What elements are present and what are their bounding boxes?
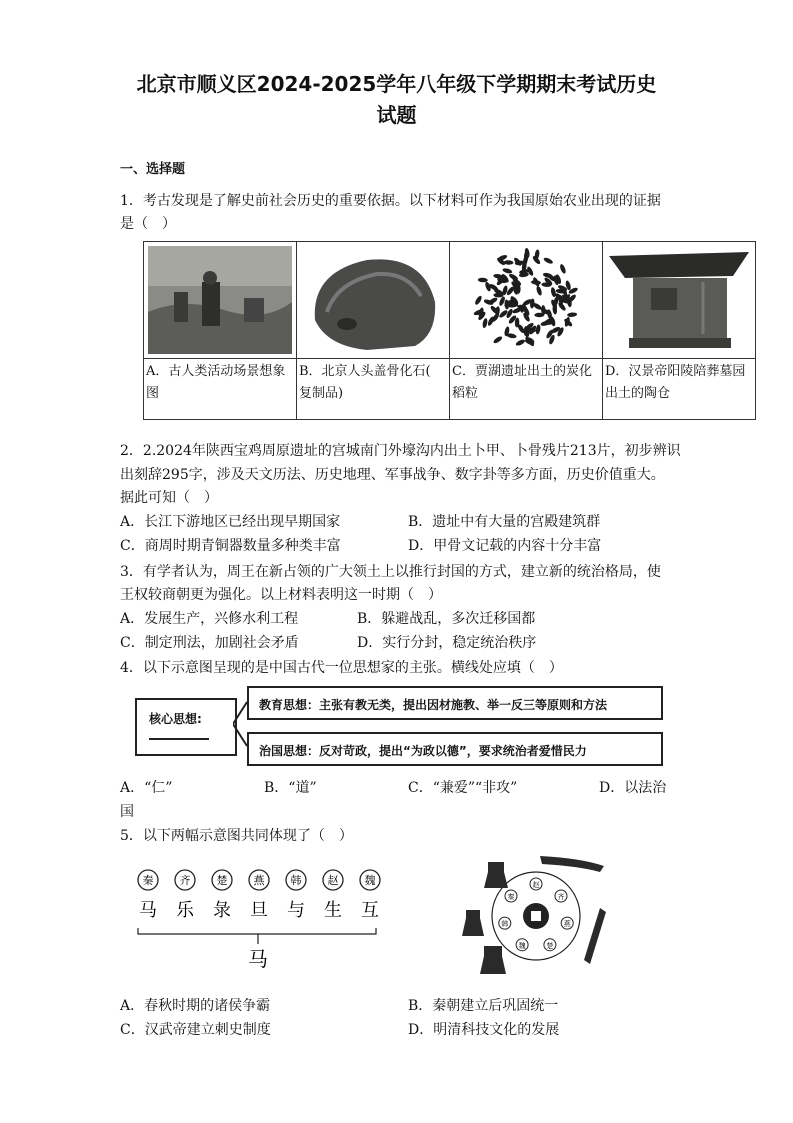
rice-grain: [502, 267, 513, 274]
script-glyph: 乐: [176, 900, 194, 921]
q5-option-b[interactable]: B．秦朝建立后巩固统一: [408, 998, 559, 1014]
q4-stem: 4．以下示意图呈现的是中国古代一位思想家的主张。横线处应填（ ）: [120, 660, 563, 676]
page-title: 北京市顺义区2024-2025学年八年级下学期期末考试历史: [136, 72, 657, 96]
rice-grain: [543, 257, 554, 265]
caption-b: B．北京人头盖骨化石(: [299, 364, 431, 379]
rice-grain: [482, 318, 488, 329]
q2-stem-cont: 出刻辞295字，涉及天文历法、历史地理、军事战争、数字卦等多方面，历史价值重大。: [120, 467, 665, 483]
rice-grain: [492, 335, 503, 344]
q2-option-d[interactable]: D．甲骨文记载的内容十分丰富: [408, 538, 602, 554]
q5-option-a[interactable]: A．春秋时期的诸侯争霸: [120, 998, 271, 1014]
script-glyph: 互: [361, 900, 379, 921]
rice-grain: [567, 312, 577, 317]
q3-option-b[interactable]: B．躲避战乱，多次迁移国都: [357, 611, 536, 627]
currency-unification-diagram: [460, 852, 610, 978]
caption-d-cont: 出土的陶仓: [605, 386, 671, 401]
q4-option-c[interactable]: C．“兼爱”“非攻”: [408, 780, 518, 796]
caption-a: A．古人类活动场景想象: [146, 364, 286, 379]
q4-option-a[interactable]: A．“仁”: [120, 780, 173, 796]
q3-option-d[interactable]: D．实行分封，稳定统治秩序: [357, 635, 537, 651]
q2-option-a[interactable]: A．长江下游地区已经出现早期国家: [120, 514, 341, 530]
q3-stem-cont: 王权较商朝更为强化。以上材料表明这一时期（ ）: [120, 587, 442, 603]
knife-coin-icon: [540, 856, 604, 872]
state-label: 魏: [364, 874, 376, 887]
state-node-label: 秦: [507, 893, 515, 901]
q4-option-d-cont: 国: [120, 804, 134, 820]
q2-stem: 2．2.2024年陕西宝鸡周原遗址的宫城南门外壕沟内出土卜甲、卜骨残片213片，初步辨识: [120, 443, 681, 459]
state-node-label: 燕: [563, 920, 571, 929]
state-node-label: 赵: [532, 881, 540, 889]
script-glyph: 生: [324, 900, 342, 921]
q4-option-d[interactable]: D．以法治: [599, 780, 667, 796]
state-node-label: 魏: [518, 941, 526, 950]
q2-option-b[interactable]: B．遗址中有大量的宫殿建筑群: [408, 514, 601, 530]
blank-line: [149, 738, 209, 740]
state-label: 齐: [179, 874, 191, 887]
spade-coin-icon: [480, 946, 506, 974]
pottery-granary-image: [603, 242, 755, 359]
script-glyph: 旦: [250, 900, 268, 921]
q1-option-d[interactable]: [603, 242, 756, 420]
rice-grain: [535, 324, 541, 335]
caption-b-cont: 复制品): [299, 386, 344, 401]
q5-stem: 5．以下两幅示意图共同体现了（ ）: [120, 828, 353, 844]
rice-grains-image: [450, 242, 602, 359]
core-idea-box: [135, 698, 237, 756]
scene-image: [144, 242, 296, 359]
q4-option-b[interactable]: B．“道”: [264, 780, 317, 796]
section-heading: 一、选择题: [120, 162, 186, 177]
script-glyph: 与: [287, 900, 305, 921]
q5-option-c[interactable]: C．汉武帝建立刺史制度: [120, 1022, 271, 1038]
q1-image-table: [143, 241, 756, 420]
rice-grain: [515, 338, 526, 346]
state-label: 楚: [216, 874, 228, 887]
script-glyph: 马: [139, 900, 157, 921]
script-glyph: 彔: [213, 900, 231, 921]
q3-option-c[interactable]: C．制定刑法，加剧社会矛盾: [120, 635, 299, 651]
spade-coin-icon: [484, 862, 508, 888]
page-title-cont: 试题: [376, 103, 417, 127]
state-node-label: 韩: [501, 920, 509, 929]
caption-a-cont: 图: [146, 386, 160, 401]
q5-option-d[interactable]: D．明清科技文化的发展: [408, 1022, 560, 1038]
script-unification-diagram: [128, 868, 388, 972]
q1-option-a[interactable]: [144, 242, 297, 420]
q1-option-c[interactable]: [450, 242, 603, 420]
caption-c: C．贾湖遗址出土的炭化: [452, 364, 592, 379]
state-label: 燕: [253, 874, 265, 887]
knife-coin-icon: [584, 908, 606, 964]
state-node-label: 楚: [546, 941, 554, 950]
caption-c-cont: 稻粒: [452, 386, 479, 401]
q2-option-c[interactable]: C．商周时期青铜器数量多种类丰富: [120, 538, 341, 554]
rice-grain: [559, 263, 567, 274]
coin-hole: [531, 911, 541, 921]
rice-grain: [478, 278, 488, 283]
q2-stem-cont2: 据此可知（ ）: [120, 490, 218, 506]
state-label: 韩: [290, 874, 302, 887]
q1-stem-cont: 是（ ）: [120, 216, 176, 232]
governance-box: 治国思想：反对苛政，提出“为政以德”，要求统治者爱惜民力: [247, 732, 663, 766]
education-box: 教育思想：主张有教无类，提出因材施教、举一反三等原则和方法: [247, 686, 663, 720]
caption-d: D．汉景帝阳陵陪葬墓园: [605, 364, 746, 379]
thinker-diagram: [129, 684, 669, 770]
bracket-line: [138, 928, 376, 934]
state-label: 秦: [142, 874, 154, 887]
q1-option-b[interactable]: [297, 242, 450, 420]
core-idea-label: 核心思想:: [149, 712, 202, 726]
q3-stem: 3．有学者认为，周王在新占领的广大领土上以推行封国的方式，建立新的统治格局，使: [120, 564, 661, 580]
state-label: 赵: [327, 874, 339, 887]
rice-grain: [535, 285, 542, 296]
q1-stem: 1．考古发现是了解史前社会历史的重要依据。以下材料可作为我国原始农业出现的证据: [120, 193, 661, 209]
q3-option-a[interactable]: A．发展生产，兴修水利工程: [120, 611, 299, 627]
rice-grain: [474, 295, 483, 306]
spade-coin-icon: [462, 910, 484, 936]
state-node-label: 齐: [557, 893, 565, 901]
skull-image: [297, 242, 449, 359]
unified-glyph: 马: [248, 947, 268, 971]
